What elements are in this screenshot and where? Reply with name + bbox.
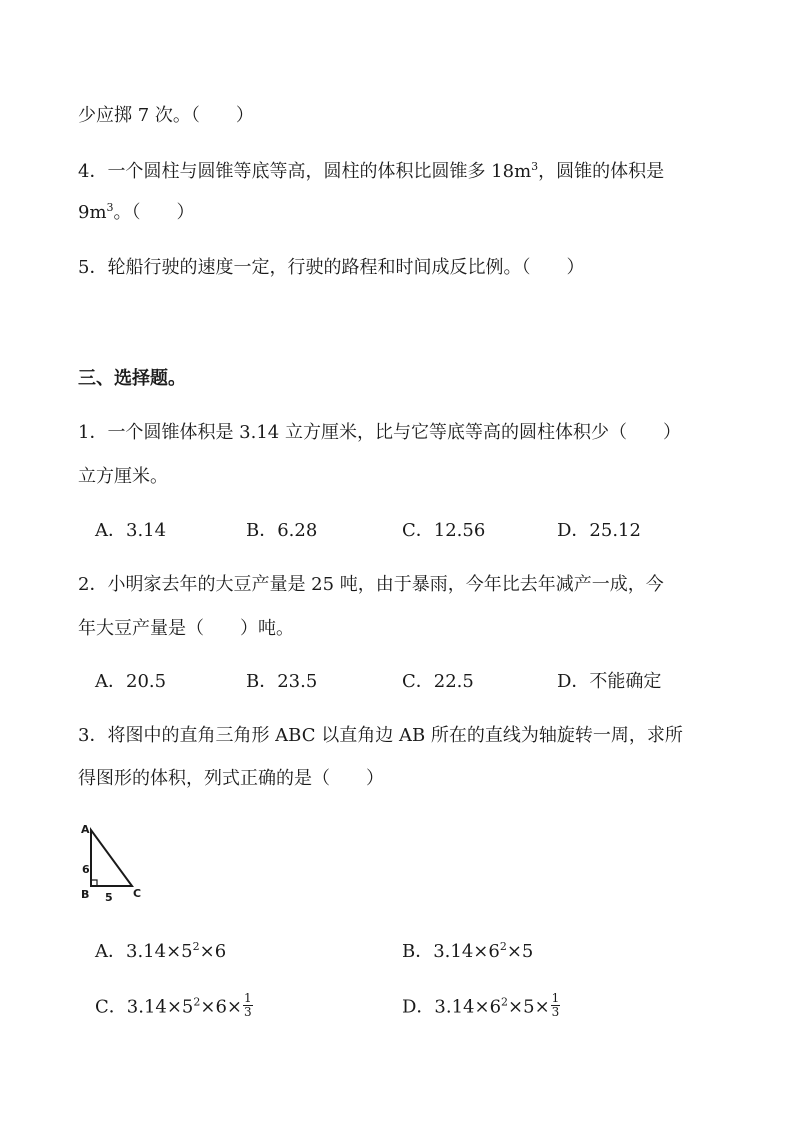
mc2-option-d: D．不能确定 xyxy=(557,671,662,692)
mc3-d-fraction xyxy=(551,992,561,1019)
mc-question-2-line1: 2．小明家去年的大豆产量是 25 吨，由于暴雨，今年比去年减产一成，今 xyxy=(78,574,664,595)
section-3-heading: 三、选择题。 xyxy=(78,368,186,389)
mc3-option-a xyxy=(95,940,226,964)
tf-line-3-text: 少应掷 7 次。（ ） xyxy=(78,105,254,126)
vertex-c-label: C xyxy=(133,887,142,900)
tf-question-5 xyxy=(78,256,584,280)
mc3-b-text: B．3.14×6 xyxy=(402,941,500,962)
right-triangle-figure xyxy=(74,820,154,910)
mc2-option-c: C．22.5 xyxy=(402,671,474,692)
mc3-a-text: A．3.14×5 xyxy=(95,941,193,962)
mc3-a-text-post: ×6 xyxy=(199,941,227,962)
tf-q5-text: 5．轮船行驶的速度一定，行驶的路程和时间成反比例。（ ） xyxy=(78,257,585,278)
mc-question-2-line2: 年大豆产量是（ ）吨。 xyxy=(78,618,294,639)
tf-q4-text-a: 4．一个圆柱与圆锥等底等高，圆柱的体积比圆锥多 18m xyxy=(78,161,532,182)
vertex-b-label: B xyxy=(81,888,90,901)
mc-question-3-line2: 得图形的体积，列式正确的是（ ） xyxy=(78,768,384,789)
mc1-option-a: A．3.14 xyxy=(95,520,167,541)
triangle-shape xyxy=(91,830,132,886)
mc3-option-c xyxy=(95,991,253,1021)
mc3-c-text-post: ×6× xyxy=(200,996,243,1018)
tf-q4-exponent-2: 3 xyxy=(106,201,114,214)
mc-question-1-line1: 1．一个圆锥体积是 3.14 立方厘米，比与它等底等高的圆柱体积少（ ） xyxy=(78,422,681,443)
mc-question-1-line2: 立方厘米。 xyxy=(78,466,168,487)
mc1-option-c: C．12.56 xyxy=(402,520,486,541)
mc2-option-b: B．23.5 xyxy=(246,671,318,692)
mc3-d-exponent: 2 xyxy=(501,995,509,1009)
mc3-d-fraction-denominator: 3 xyxy=(551,1005,560,1019)
mc1-option-b: B．6.28 xyxy=(246,520,318,541)
mc3-option-b xyxy=(402,940,533,964)
side-ab-length-label: 6 xyxy=(82,863,90,876)
mc3-b-exponent: 2 xyxy=(499,940,507,953)
mc1-option-d: D．25.12 xyxy=(557,520,641,541)
mc3-c-fraction-denominator: 3 xyxy=(244,1005,252,1019)
mc3-a-exponent: 2 xyxy=(192,940,200,953)
mc3-c-text: C．3.14×5 xyxy=(95,996,194,1018)
side-bc-length-label: 5 xyxy=(105,891,113,904)
tf-line-3-continuation xyxy=(78,104,254,128)
tf-question-4-line1 xyxy=(78,160,664,184)
tf-q4-text-c: 9m xyxy=(78,202,107,223)
mc-question-3-line1: 3．将图中的直角三角形 ABC 以直角边 AB 所在的直线为轴旋转一周，求所 xyxy=(78,725,683,746)
tf-question-4-line2 xyxy=(78,201,195,225)
mc3-b-text-post: ×5 xyxy=(506,941,534,962)
tf-q4-text-d: 。（ ） xyxy=(113,202,195,223)
vertex-a-label: A xyxy=(81,823,90,836)
mc3-c-fraction xyxy=(243,992,253,1019)
tf-q4-exponent: 3 xyxy=(531,160,539,173)
tf-q4-text-b: ，圆锥的体积是 xyxy=(538,161,665,182)
mc3-c-exponent: 2 xyxy=(193,995,201,1009)
mc2-option-a: A．20.5 xyxy=(95,671,167,692)
mc3-d-text-post: ×5× xyxy=(508,996,550,1018)
mc3-c-fraction-numerator: 1 xyxy=(244,991,252,1005)
mc3-d-fraction-numerator: 1 xyxy=(551,991,560,1005)
mc3-d-text: D．3.14×6 xyxy=(402,996,502,1018)
mc3-option-d xyxy=(402,991,560,1021)
